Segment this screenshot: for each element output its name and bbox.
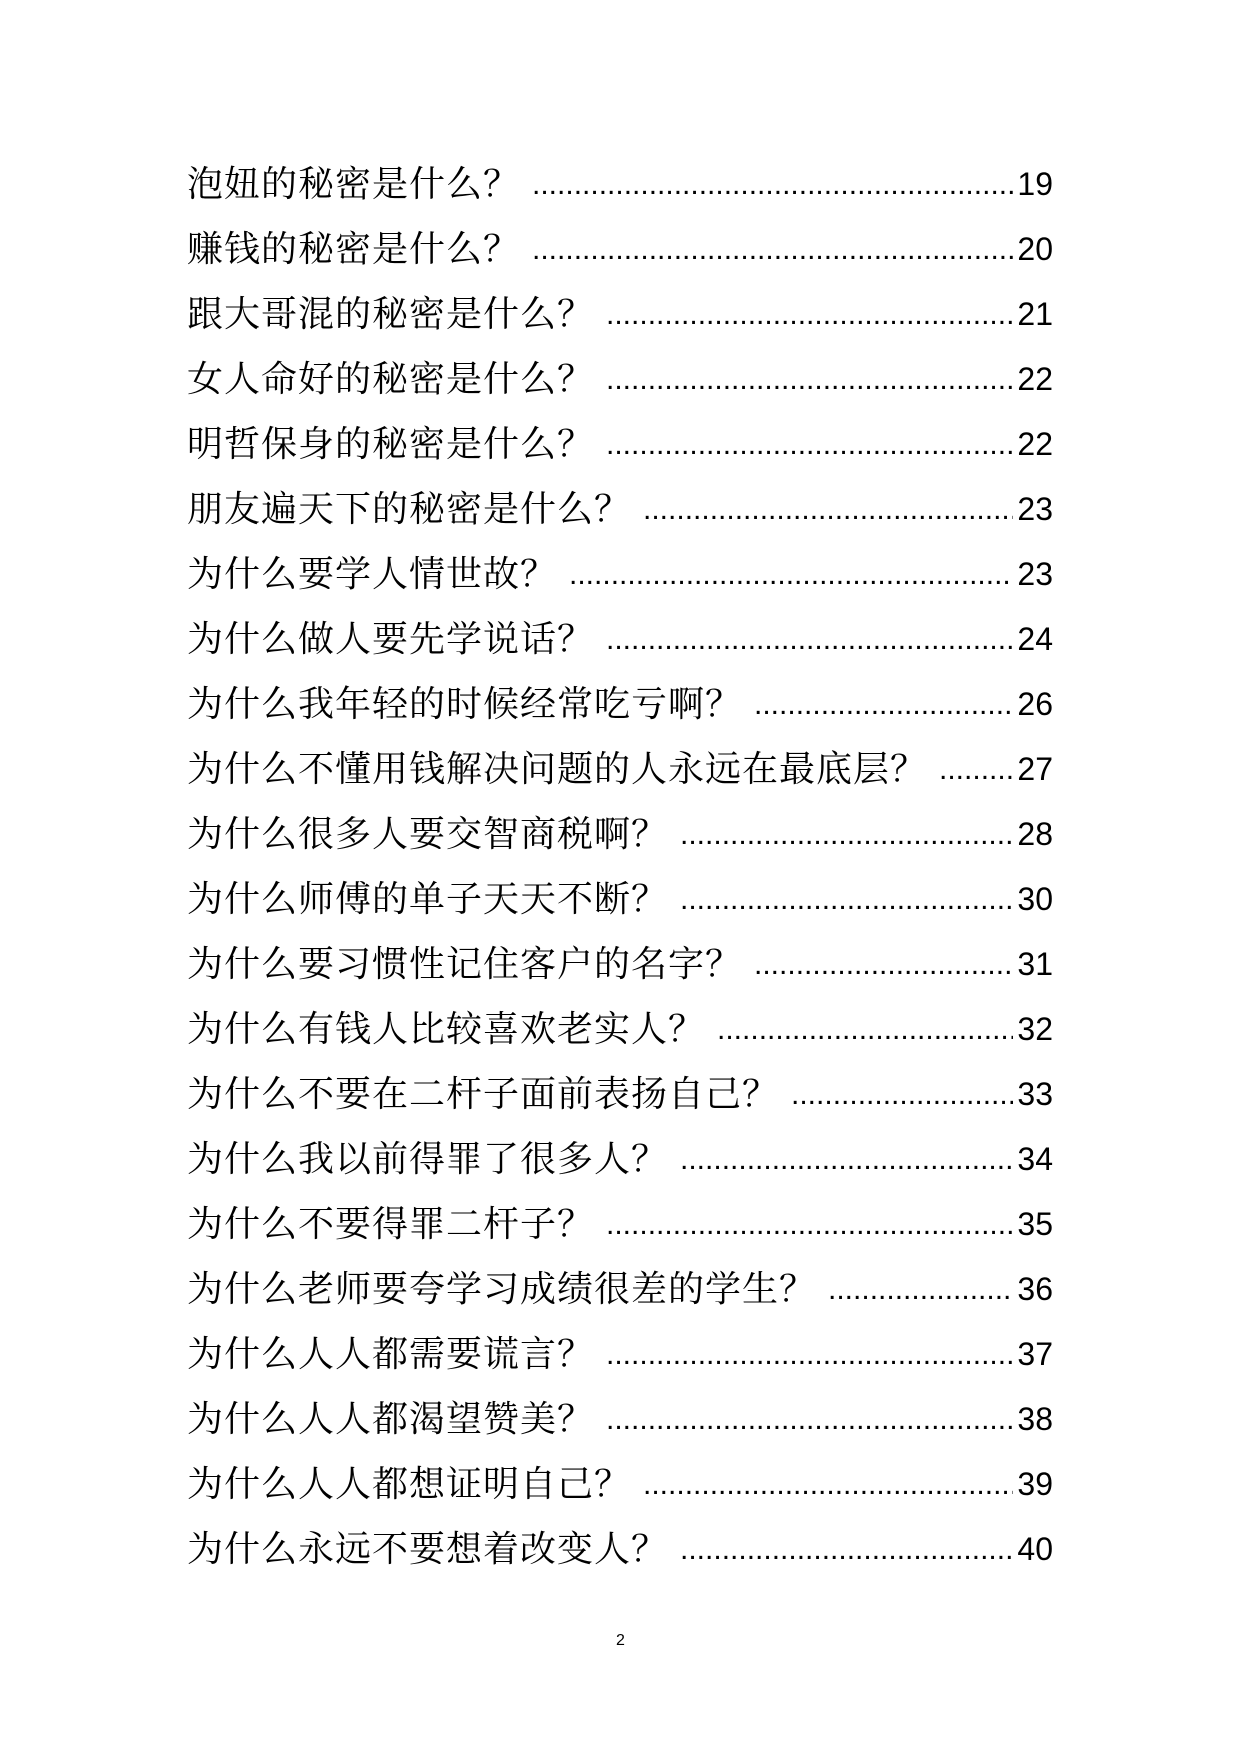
toc-entry-title: 为什么永远不要想着改变人？ [187,1529,669,1570]
toc-entry[interactable] [187,217,1053,282]
toc-entry-title: 为什么老师要夸学习成绩很差的学生？ [187,1269,817,1310]
toc-dot-leader [717,997,1013,1062]
toc-dot-leader [606,607,1013,672]
toc-dot-leader [680,1517,1013,1582]
toc-dot-leader [680,802,1013,867]
toc-dot-leader [532,152,1013,217]
toc-entry-page: 22 [1017,426,1053,462]
toc-entry[interactable] [187,1192,1053,1257]
toc-entry-title: 为什么做人要先学说话？ [187,619,595,660]
toc-entry-page: 19 [1017,166,1053,202]
toc-entry-title: 赚钱的秘密是什么？ [187,229,521,270]
toc-dot-leader [606,1387,1013,1452]
toc-entry-title: 为什么不要在二杆子面前表扬自己？ [187,1074,780,1115]
toc-entry-title: 泡妞的秘密是什么？ [187,164,521,205]
toc-entry-title: 为什么要学人情世故？ [187,554,558,595]
toc-entry-title: 为什么人人都需要谎言？ [187,1334,595,1375]
toc-dot-leader [643,1452,1013,1517]
toc-entry-title: 女人命好的秘密是什么？ [187,359,595,400]
toc-entry[interactable] [187,1387,1053,1452]
toc-entry-page: 21 [1017,296,1053,332]
toc-entry-title: 为什么不要得罪二杆子？ [187,1204,595,1245]
toc-dot-leader [569,542,1013,607]
toc-entry-title: 为什么有钱人比较喜欢老实人？ [187,1009,706,1050]
toc-entry[interactable] [187,477,1053,542]
toc-entry-title: 为什么师傅的单子天天不断？ [187,879,669,920]
toc-entry[interactable] [187,802,1053,867]
toc-entry-page: 28 [1017,816,1053,852]
toc-entry-page: 32 [1017,1011,1053,1047]
toc-dot-leader [828,1257,1013,1322]
toc-entry-page: 35 [1017,1206,1053,1242]
toc-entry-title: 为什么人人都渴望赞美？ [187,1399,595,1440]
toc-entry-title: 为什么人人都想证明自己？ [187,1464,632,1505]
toc-dot-leader [606,282,1013,347]
toc-entry[interactable] [187,1257,1053,1322]
toc-entry-page: 23 [1017,491,1053,527]
toc-entry[interactable] [187,1322,1053,1387]
toc-entry-title: 为什么我以前得罪了很多人？ [187,1139,669,1180]
toc-entry-page: 37 [1017,1336,1053,1372]
toc-dot-leader [606,1322,1013,1387]
page-number: 2 [616,1632,625,1649]
toc-entry[interactable] [187,737,1053,802]
toc-entry-title: 跟大哥混的秘密是什么？ [187,294,595,335]
toc-entry-title: 明哲保身的秘密是什么？ [187,424,595,465]
toc-entry[interactable] [187,1127,1053,1192]
toc-entry-page: 26 [1017,686,1053,722]
toc-dot-leader [643,477,1013,542]
toc-entry-page: 20 [1017,231,1053,267]
toc-dot-leader [680,1127,1013,1192]
toc-entry-title: 为什么要习惯性记住客户的名字？ [187,944,743,985]
toc-entry-title: 为什么我年轻的时候经常吃亏啊？ [187,684,743,725]
toc-entry[interactable] [187,932,1053,997]
toc-entry[interactable] [187,1452,1053,1517]
toc-entry-page: 38 [1017,1401,1053,1437]
toc-entry-page: 23 [1017,556,1053,592]
toc-dot-leader [754,932,1013,997]
toc-entry-page: 34 [1017,1141,1053,1177]
toc-dot-leader [606,412,1013,477]
toc-entry-page: 39 [1017,1466,1053,1502]
toc-entry[interactable] [187,412,1053,477]
toc-entry[interactable] [187,867,1053,932]
toc-dot-leader [606,347,1013,412]
toc-entry-page: 30 [1017,881,1053,917]
toc-entry-page: 33 [1017,1076,1053,1112]
toc-entry-title: 朋友遍天下的秘密是什么？ [187,489,632,530]
toc-entry-page: 40 [1017,1531,1053,1567]
toc-entry[interactable] [187,1517,1053,1582]
toc-entry-title: 为什么不懂用钱解决问题的人永远在最底层？ [187,749,928,790]
toc-entry[interactable] [187,672,1053,737]
toc-dot-leader [939,737,1013,802]
toc-entry[interactable] [187,1062,1053,1127]
toc-entry-title: 为什么很多人要交智商税啊？ [187,814,669,855]
toc-entry[interactable] [187,152,1053,217]
toc-entry[interactable] [187,997,1053,1062]
toc-dot-leader [791,1062,1013,1127]
table-of-contents [187,152,1053,1582]
toc-entry-page: 22 [1017,361,1053,397]
toc-dot-leader [680,867,1013,932]
toc-entry-page: 27 [1017,751,1053,787]
toc-dot-leader [532,217,1013,282]
toc-entry-page: 36 [1017,1271,1053,1307]
toc-entry[interactable] [187,347,1053,412]
toc-entry-page: 24 [1017,621,1053,657]
toc-entry[interactable] [187,282,1053,347]
toc-entry[interactable] [187,542,1053,607]
toc-dot-leader [606,1192,1013,1257]
toc-entry-page: 31 [1017,946,1053,982]
toc-dot-leader [754,672,1013,737]
toc-entry[interactable] [187,607,1053,672]
